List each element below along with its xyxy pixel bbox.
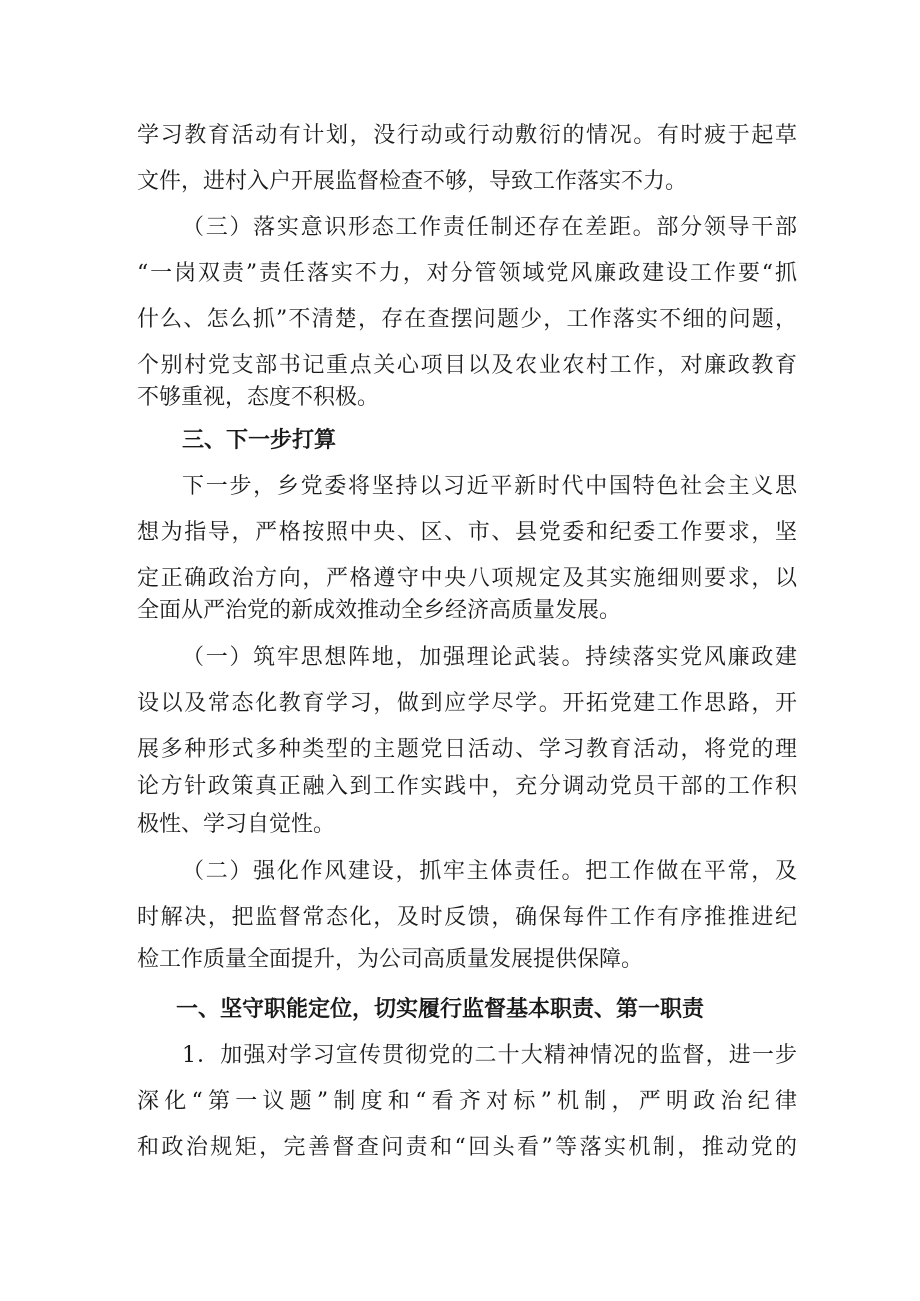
paragraph-line: 全面从严治党的新成效推动全乡经济高质量发展。 [137,598,622,623]
paragraph-line: 想为指导，严格按照中央、区、市、县党委和纪委工作要求，坚 [137,520,797,545]
paragraph-line: 下一步，乡党委将坚持以习近平新时代中国特色社会主义思 [182,474,797,499]
paragraph-line: 不够重视，态度不积极。 [137,385,380,410]
paragraph-line: 深化“第一议题”制度和“看齐对标”机制，严明政治纪律 [137,1089,797,1114]
paragraph-line: 什么、怎么抓”不清楚，存在查摆问题少，工作落实不细的问题， [137,307,797,332]
paragraph-line: 文件，进村入户开展监督检查不够，导致工作落实不力。 [137,169,688,194]
paragraph-line: “一岗双责”责任落实不力，对分管领域党风廉政建设工作要“抓 [137,261,797,286]
paragraph-line: 检工作质量全面提升，为公司高质量发展提供保障。 [137,947,644,972]
paragraph-line: 1．加强对学习宣传贯彻党的二十大精神情况的监督，进一步 [182,1043,797,1068]
paragraph-line: （一）筑牢思想阵地，加强理论武装。持续落实党风廉政建 [182,645,797,670]
paragraph-line: 和政治规矩，完善督查问责和“回头看”等落实机制，推动党的 [137,1135,797,1160]
paragraph-line: 论方针政策真正融入到工作实践中，充分调动党员干部的工作积 [137,774,797,799]
paragraph-line: 个别村党支部书记重点关心项目以及农业农村工作，对廉政教育 [137,353,797,378]
paragraph-line: 展多种形式多种类型的主题党日活动、学习教育活动，将党的理 [137,737,797,762]
paragraph-line: （三）落实意识形态工作责任制还存在差距。部分领导干部 [182,215,797,240]
paragraph-line: 时解决，把监督常态化，及时反馈，确保每件工作有序推推进纪 [137,905,797,930]
paragraph-line: 定正确政治方向，严格遵守中央八项规定及其实施细则要求，以 [137,566,797,591]
paragraph-line: （二）强化作风建设，抓牢主体责任。把工作做在平常，及 [182,859,797,884]
paragraph-line: 学习教育活动有计划，没行动或行动敷衍的情况。有时疲于起草 [137,123,797,148]
paragraph-line: 极性、学习自觉性。 [137,812,336,837]
section-heading: 一、坚守职能定位，切实履行监督基本职责、第一职责 [176,997,705,1022]
paragraph-line: 设以及常态化教育学习，做到应学尽学。开拓党建工作思路，开 [137,691,797,716]
section-heading: 三、下一步打算 [182,428,337,453]
